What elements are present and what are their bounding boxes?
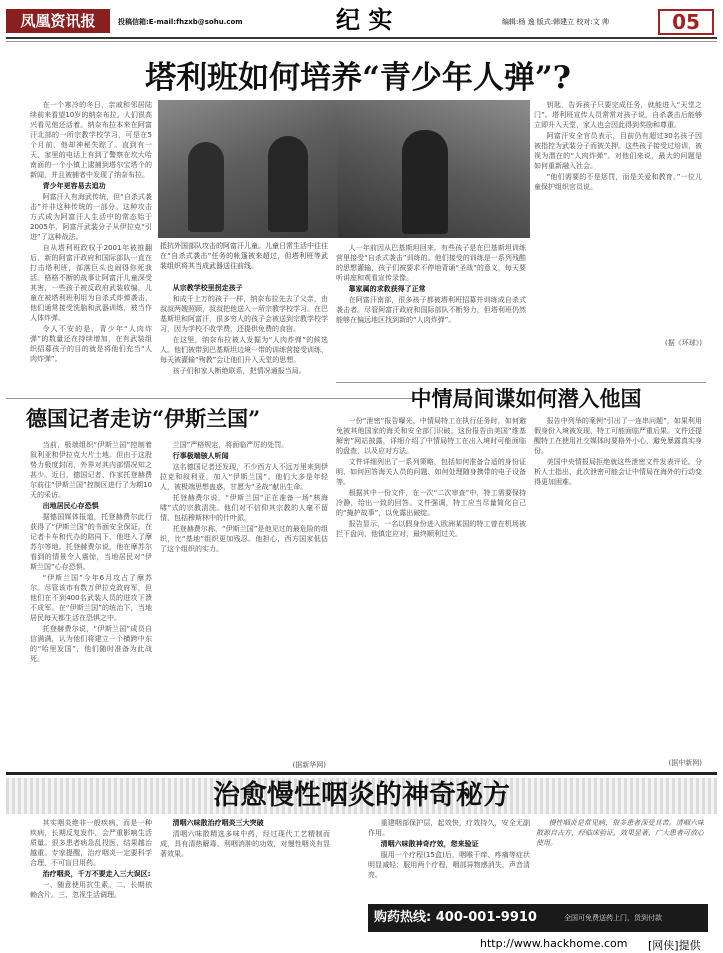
germany-article-col2	[160, 440, 328, 766]
ad-subhead: 清咽六味散治疗咽炎三大突破	[172, 819, 264, 827]
masthead	[6, 3, 717, 37]
main-article-col4	[534, 100, 702, 336]
main-paragraph: 钥匙，告诉孩子只要完成任务，就能进入“天堂之门”。塔利班宣传人员常常对孩子说，自杀袭击后能够立即升入天堂，家人也会因此得到奖励和尊重。	[534, 101, 702, 129]
ad-paragraph: 服用一个疗程(15盒)后，咽喉干痒、疼痛等症状明显减轻；服用两个疗程，咽部异物感消失，声音清亮。	[368, 851, 530, 879]
section-divider	[6, 398, 426, 399]
germany-headline: 德国记者走访“伊斯兰国”	[26, 406, 261, 431]
paper-logo: 凤凰资讯报	[6, 9, 110, 33]
cia-paragraph: 报告显示，一名以假身份进入欧洲某国的特工曾在机场被拦下盘问，他镇定应对，最终顺利过关。	[336, 520, 526, 538]
main-article-col2	[160, 283, 328, 395]
article-photo	[158, 100, 338, 238]
hotline-bar	[368, 904, 708, 932]
main-paragraph: 人一年前因从巴基斯坦回来。有些孩子是在巴基斯坦训练营里接受“自杀式袭击”训练的。他们接受的训练是一系列残酷的思想灌输，孩子们被要求不停地背诵“圣战”的意义，每天要听讲座和观看宣传录像。	[336, 244, 526, 282]
main-paragraph: “他们需要的不是惩罚，而是关爱和教育。”一位儿童保护组织官员说。	[534, 173, 702, 191]
photo-figure-right	[268, 136, 308, 232]
cia-paragraph: 文件详细列出了一系列策略，包括如何准备合适的身份证明、如何回答海关人员的问题、如何处理随身携带的电子设备等。	[336, 458, 526, 486]
cia-article-col1	[336, 416, 526, 766]
hotline-number: 购药热线: 400-001-9910	[374, 910, 537, 925]
cia-paragraph: 一份“泄密”报告曝光，中情局特工在执行任务时，如何避免被其他国家的海关和安全部门识破。这份报告由美国“维基解密”网站披露，详细介绍了中情局特工在出入境时可能面临的盘查，以及应对方法。	[336, 417, 526, 455]
article-photo-2	[338, 100, 530, 238]
main-paragraph: 阿富汗人有海武传统，但“自杀式袭击”并非这种传统的一部分。这种攻击方式成为阿富汗人生活中的常态始于2005年，阿富汗武装分子从伊拉克“引进”了这种战法。	[30, 193, 152, 241]
cia-headline: 中情局间谍如何潜入他国	[410, 386, 642, 411]
photo-figure-left	[188, 142, 224, 232]
page-number: 05	[658, 9, 714, 35]
contact-email: 投稿信箱:E-mail:fhzxb@sohu.com	[118, 18, 243, 26]
ad-subhead: 清咽六味散神奇疗效，您来验证	[380, 840, 479, 848]
main-subhead-1: 青少年更容易去追功	[42, 182, 106, 190]
germany-paragraph: “伊斯兰国”今年6月攻占了摩苏尔。尽管该市有数万伊拉克政府军，但他们在不到400名武装人员的进攻下溃不成军。在“伊斯兰国”的统治下，当地居民每天都生活在恐惧之中。	[30, 574, 152, 622]
germany-subhead: 出地居民心存恐惧	[42, 502, 99, 510]
cia-paragraph: 报告中列举的案例“引出了一连串问题”，如果利用假身份入境被发现，特工可能面临严重后果。文件还提醒特工在使用社交媒体时要格外小心，避免暴露真实身份。	[534, 417, 702, 455]
main-paragraph: 自从塔利班政权于2001年被推翻后，新的阿富汗政府和国际部队一直在打击塔利班，部落巨头也闹得你死我活。格格不断的战事让阿富汗儿童深受其害，一些孩子被反政府武装收编，儿童在被塔利班利用为自杀式炸弹袭击，他们通常接受洗脑和武器训练，被当作人体炸弹。	[30, 244, 152, 322]
cia-paragraph: 美国中央情报局拒绝就这些泄密文件发表评论。分析人士指出，此次泄密可能会让中情局在海外的行动变得更加困难。	[534, 458, 702, 486]
main-paragraph: 孩子们和家人断绝联系，把情况通报当局。	[172, 367, 306, 375]
germany-paragraph: 据德国媒体报道，托登赫费尔此行获得了“伊斯兰国”的书面安全保证，在记者卡车和代办的陪同下，他进入了摩苏尔等地。托登赫费尔说，他在摩苏尔看到的情景令人震惊，当地居民对“伊斯兰国”心存恐惧。	[30, 513, 152, 571]
hotline-subtext: 全国可免费送药上门，货到付款	[564, 914, 662, 922]
germany-paragraph: 托登赫费尔称，“伊斯兰国”是他见过的最危险的组织，比“基地”组织更加残忍。他担心，西方国家低估了这个组织的实力。	[160, 525, 328, 553]
section-title: 纪 实	[336, 5, 393, 34]
ad-headline: 治愈慢性咽炎的神奇秘方	[213, 780, 510, 811]
footer-tag: [网侠]提供	[648, 939, 701, 952]
ad-paragraph: 其实咽炎绝非一般疾病，而是一种疾病，长期反复发作，会严重影响生活质量。很多患者病急乱投医，结果越治越重。专家提醒，治疗咽炎一定要科学合理，不可盲目用药。	[30, 819, 152, 867]
ad-top-rule	[6, 772, 717, 775]
main-subhead-2: 从宗教学校里拐走孩子	[172, 284, 243, 292]
section-divider	[336, 382, 706, 383]
ad-paragraph: 慢性咽炎是常见病，很多患者深受其苦。清咽六味散源自古方，经临床验证，效果显著，广大患者可放心使用。	[536, 819, 704, 847]
main-paragraph: 在这里，纳奈布拉被人发掘为“人肉炸弹”的候选人。他们被带到巴基斯坦边境一带的训练营接受训练，每天被灌输“殉教”会让他们升入天堂的思想。	[160, 336, 328, 364]
ad-subhead: 治疗咽炎，千万不要走入三大误区:	[42, 870, 151, 878]
footer-url: http://www.hackhome.com	[480, 937, 628, 950]
ad-paragraph: 清咽六味散精选多味中药，经过现代工艺精制而成，具有清热解毒、利咽消肿的功效，对慢性咽炎有显著效果。	[160, 830, 330, 858]
photo-caption: 抵抗外国部队攻击的阿富汗儿童。儿童日常生活中往往在“自杀式袭击”任务的帐篷被来超过，但塔利班等武装组织将其当成武器送往前线。	[160, 242, 328, 270]
main-paragraph: 阿富汗安全官员表示，目前仍有超过30名孩子因被指控为武装分子而被关押。这些孩子接受过培训，被视为潜在的“人肉炸弹”。对他们来说，最大的问题是如何重新融入社会。	[534, 132, 702, 170]
header-rule	[6, 37, 717, 39]
ad-paragraph: 一、随意使用抗生素。二、长期依赖含片。三、忽视生活调理。	[30, 881, 152, 899]
main-paragraph: 和成千上万的孩子一样，纳奈布拉先去了父亲，由叔叔两嫂照顾，叔叔把他送入一所宗教学校学习。在巴基斯坦和阿富汗，很多穷人的孩子会被送到宗教学校学习，因为学校不收学费，还提供免费的食宿。	[160, 295, 328, 333]
header-rule-thin	[6, 41, 717, 42]
photo-figure	[402, 130, 448, 234]
ad-col2	[160, 818, 330, 938]
main-article-col1	[30, 100, 152, 394]
ad-col1	[30, 818, 152, 938]
main-subhead-3: 靠家属的求救获得了正常	[348, 285, 426, 293]
ad-banner	[6, 778, 717, 814]
cia-article-col2	[534, 416, 702, 756]
main-paragraph: 令人不安的是，青少年“人肉炸弹”的数量还在持续增加，在有武装组织招募孩子的目的就是将他们充当“人肉炸弹”。	[30, 325, 152, 363]
staff-credits: 编辑:杨 逸 版式:韩建立 校对:文 帅	[502, 18, 609, 26]
germany-paragraph: 托登赫费尔说，“伊斯兰国”成员自信满满，认为他们将建立一个横跨中东的“哈里发国”，他们随时准备为此战死。	[30, 625, 152, 663]
germany-paragraph: 托登赫费尔说，“伊斯兰国”正在准备一场“核海啸”式的宗教清洗。他们对不信仰其宗教的人毫不留情，包括穆斯林中的什叶派。	[160, 494, 328, 522]
ad-col4	[536, 818, 704, 902]
ad-col3	[368, 818, 530, 902]
germany-byline: (据新华网)	[292, 761, 326, 769]
main-paragraph: 在阿富汗南部，很多孩子都被塔利班招募并训练成自杀式袭击者。尽管阿富汗政府和国际部队不断努力，但塔利班仍然能够在偏远地区找到新的“人肉炸弹”。	[336, 296, 526, 324]
germany-article-col1	[30, 440, 152, 766]
germany-paragraph: 兰国”严格规定，将面临严厉的处罚。	[172, 441, 289, 449]
germany-paragraph: 当前，极端组织“伊斯兰国”控制着叙利亚和伊拉克大片土地。但由于这股势力极度封闭，外界对其内部情况知之甚少。近日，德国记者、作家托登赫费尔前往“伊斯兰国”控制区进行了为期10天的采访。	[30, 441, 152, 499]
ad-paragraph: 重建咽部保护层，起效快，疗效持久，安全无副作用。	[368, 819, 530, 837]
cia-byline: (据中新网)	[668, 759, 702, 767]
germany-subhead: 行事极端骇人听闻	[172, 452, 229, 460]
germany-paragraph: 这名德国记者还发现，不少西方人不远万里来到伊拉克和叙利亚，加入“伊斯兰国”。他们大多是年轻人，被极端思想蛊惑，甘愿为“圣战”献出生命。	[160, 463, 328, 491]
main-article-col3	[336, 243, 526, 377]
main-headline: 塔利班如何培养“青少年人弹”?	[145, 60, 571, 96]
cia-paragraph: 根据其中一份文件，在一次“二次审查”中，特工需要保持冷静，给出一致的回答。文件强调，特工应当尽量简化自己的“掩护故事”，以免露出破绽。	[336, 489, 526, 517]
main-byline: (据《环球》)	[665, 339, 702, 347]
footer-bar	[476, 934, 723, 953]
main-intro: 在一个寒冷的冬日，亲戚和邻居陆续前来看望10岁的纳奈布拉。人们很高兴看见他还活着。纳奈布拉本来在阿富汗北部的一所宗教学校学习，可是在5个月前，他却神秘失踪了。直到有一天，家里的电话上有到了警察在坎大哈南面的一个小镇上逮捕到塔尔宝塔个的新闻，并且被捕者中发现了纳奈布拉。	[30, 101, 152, 179]
